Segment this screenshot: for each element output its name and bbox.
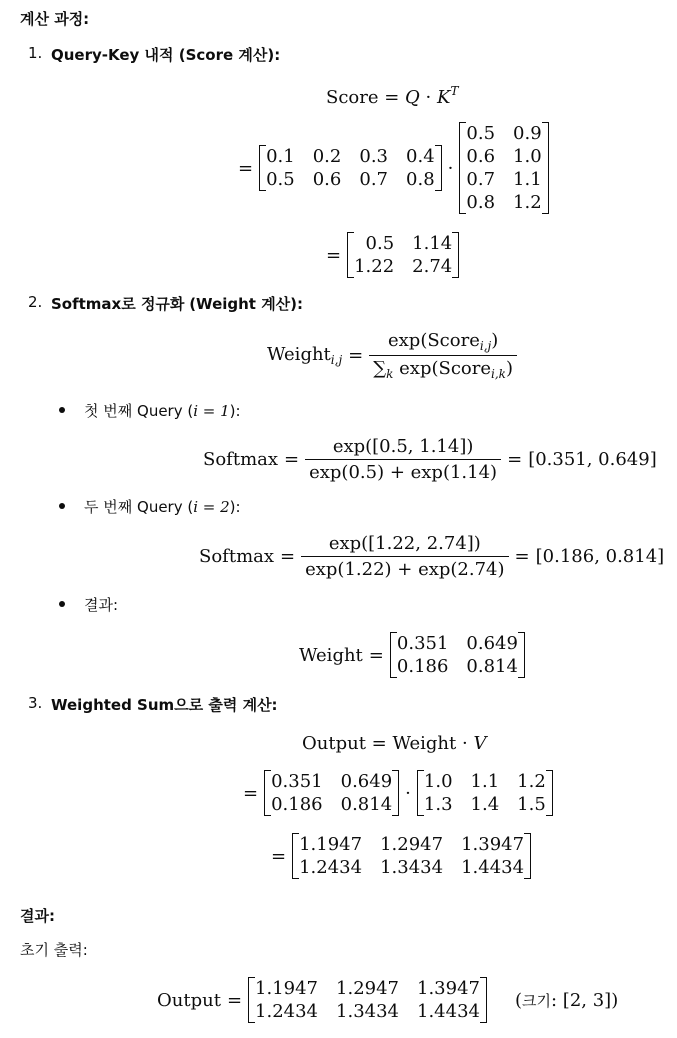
weight-formula: Weight$_{i,j}$ = $\frac{\exp(Score_{i,j})}{\sum_k \exp(Score_{i,k})}$ — [267, 330, 517, 381]
score-label: Score — [326, 87, 379, 108]
bullet-query-1: 첫 번째 Query (i = 1): — [84, 402, 241, 420]
step-3-title: Weighted Sum으로 출력 계산: — [51, 696, 278, 714]
score-result: = 0.5 1.14 1.22 2.74 — [326, 232, 459, 278]
output-result: = 1.1947 1.2947 1.3947 1.2434 1.3434 1.4434 — [271, 833, 531, 879]
bullet-dot — [59, 601, 65, 607]
matrix-score: 0.5 1.14 1.22 2.74 — [347, 232, 459, 278]
step-2-number: 2. — [28, 293, 43, 311]
bullet-result: 결과: — [84, 596, 119, 614]
matrix-v: 1.0 1.1 1.2 1.3 1.4 1.5 — [417, 770, 553, 816]
output-definition: Output = Weight · V — [302, 733, 487, 754]
bullet-query-2: 두 번째 Query (i = 2): — [84, 498, 241, 516]
softmax-query-1: Softmax = $\frac{\exp([0.5, 1.14])}{\exp(0.5) + \exp(1.14)}$ = [0.351, 0.649] — [203, 436, 657, 483]
score-expansion: = 0.1 0.2 0.3 0.4 0.5 0.6 0.7 0.8 · 0.5 0.9 0.6 1.0 0.7 1.1 0.8 1.2 — [238, 122, 549, 214]
output-expansion: = 0.351 0.649 0.186 0.814 · 1.0 1.1 1.2 1.3 1.4 1.5 — [243, 770, 553, 816]
bullet-dot — [59, 503, 65, 509]
softmax-query-2: Softmax = $\frac{\exp([1.22, 2.74])}{\exp(1.22) + \exp(2.74)}$ = [0.186, 0.814] — [199, 533, 665, 580]
score-definition: Score = $Q \cdot K^T$ — [326, 84, 459, 108]
matrix-final-output: 1.1947 1.2947 1.3947 1.2434 1.3434 1.4434 — [248, 977, 487, 1023]
step-1-title: Query-Key 내적 (Score 계산): — [51, 46, 281, 64]
matrix-weight: 0.351 0.649 0.186 0.814 — [390, 632, 525, 678]
step-1-number: 1. — [28, 44, 43, 62]
matrix-weight-2: 0.351 0.649 0.186 0.814 — [264, 770, 399, 816]
step-3-number: 3. — [28, 694, 43, 712]
transpose-sup: T — [450, 84, 459, 98]
final-output: Output = 1.1947 1.2947 1.3947 1.2434 1.3434 1.4434 (크기: [2, 3]) — [157, 978, 619, 1022]
matrix-output: 1.1947 1.2947 1.3947 1.2434 1.3434 1.4434 — [292, 833, 531, 879]
section-heading: 계산 과정: — [20, 10, 90, 28]
step-2-title: Softmax로 정규화 (Weight 계산): — [51, 295, 304, 313]
matrix-q: 0.1 0.2 0.3 0.4 0.5 0.6 0.7 0.8 — [259, 145, 442, 191]
bullet-dot — [59, 407, 65, 413]
q-var: Q — [405, 87, 420, 108]
result-heading: 결과: — [20, 907, 55, 925]
weight-result: Weight = 0.351 0.649 0.186 0.814 — [299, 632, 525, 678]
initial-output-label: 초기 출력: — [20, 941, 88, 959]
k-var: K — [436, 87, 451, 108]
matrix-kt: 0.5 0.9 0.6 1.0 0.7 1.1 0.8 1.2 — [459, 122, 548, 214]
